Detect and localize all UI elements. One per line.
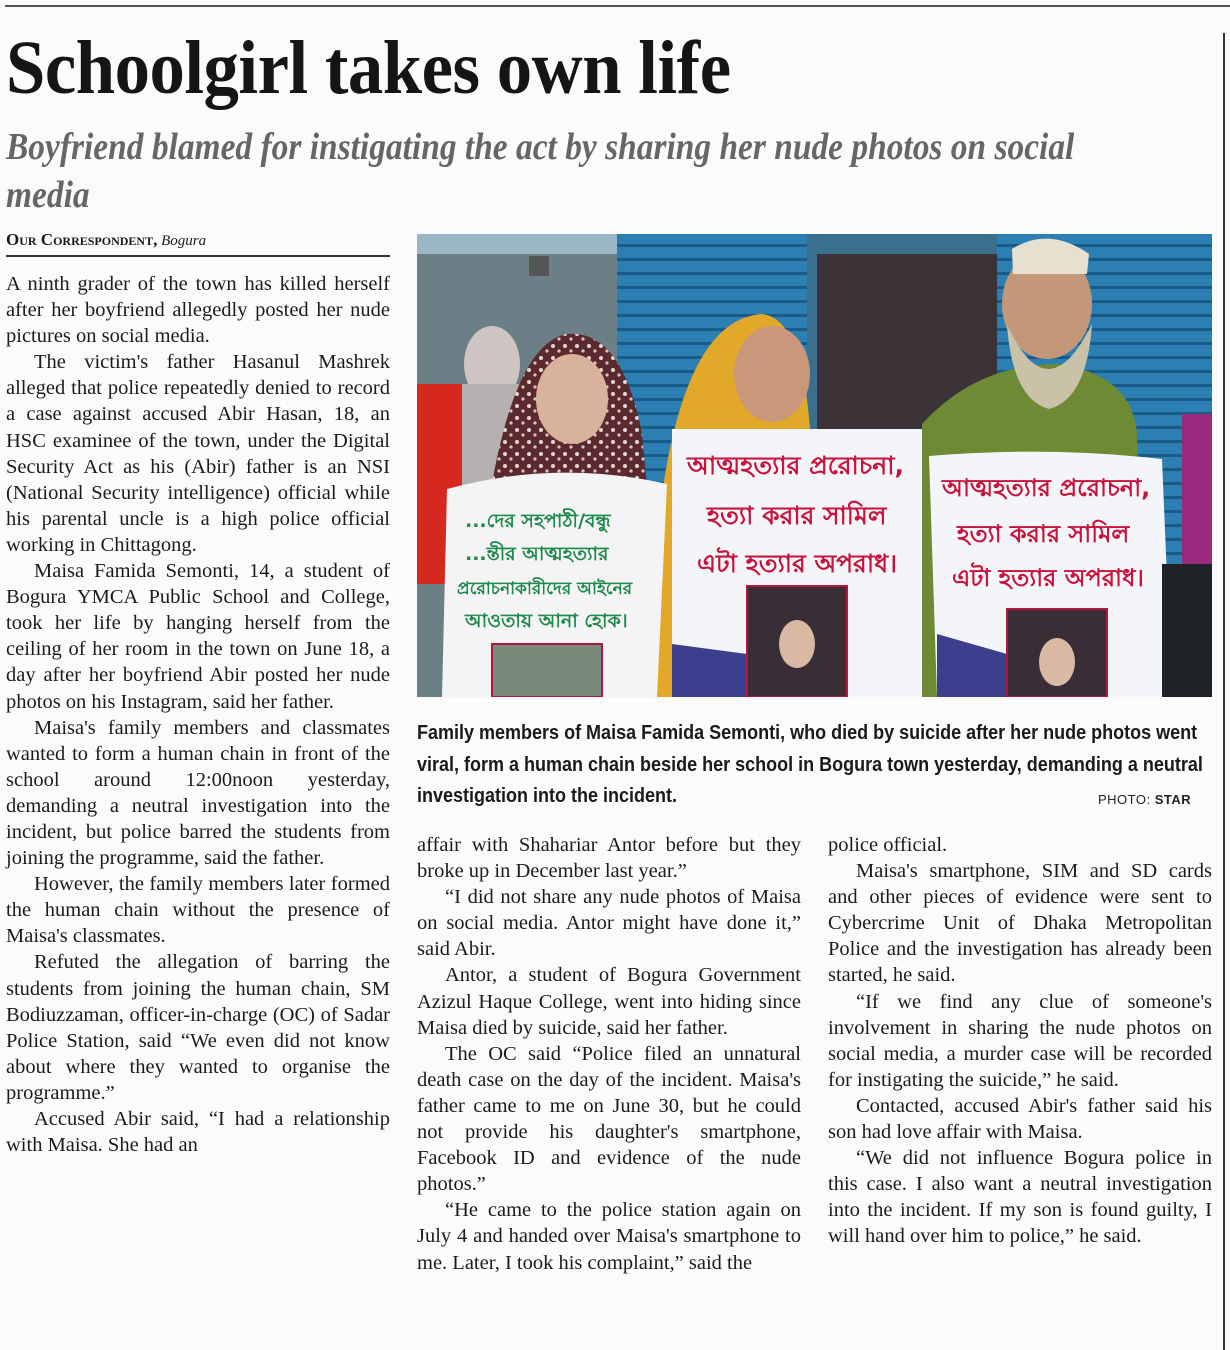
placard-3-line-3: এটা হত্যার অপরাধ। (952, 564, 1145, 592)
byline (6, 230, 206, 250)
placard-3-line-1: আত্মহত্যার প্ররোচনা, (942, 474, 1151, 502)
paragraph: Maisa Famida Semonti, 14, a student of Bogura YMCA Public School and College, took her life by hanging herself from the ceiling of her room in the town on June 18, a day after her boyfriend Abir posted her nude photos on his Instagram, said her father. (6, 560, 390, 713)
byline-separator: , (153, 230, 158, 249)
article-column-1 (6, 271, 390, 1158)
placard-1-line-2: ...ন্তীর আত্মহত্যার (465, 543, 609, 565)
paragraph: Refuted the allegation of barring the students from joining the human chain, SM Bodiuzzaman, officer-in-charge (OC) of Sadar Police Station, said “We even did not know about where they wanted to organise the programme.” (6, 951, 390, 1104)
paragraph: The victim's father Hasanul Mashrek alleged that police repeatedly denied to record a case against accused Abir Hasan, 18, an HSC examinee of the town, under the Digital Security Act as his (Abir) father is an NSI (National Security intelligence) official while his parental uncle is a high police official working in Chittagong. (6, 351, 390, 556)
paragraph: The OC said “Police filed an unnatural death case on the day of the incident. Maisa's father came to me on June 30, but he could not provide his daughter's smartphone, Facebook ID and evidence of the nude photos.” (417, 1042, 801, 1196)
paragraph: “I did not share any nude photos of Maisa on social media. Antor might have done it,” said Abir. (417, 886, 801, 961)
paragraph: Antor, a student of Bogura Government Azizul Haque College, went into hiding since Maisa died by suicide, said her father. (417, 964, 801, 1039)
placard-1-line-3: প্ররোচনাকারীদের আইনের (457, 579, 633, 599)
photo-caption: Family members of Maisa Famida Semonti, who died by suicide after her nude photos went viral, form a human chain beside her school in Bogura town yesterday, demanding a neutral investigation into the incident. (417, 722, 1203, 807)
photo-credit (1098, 792, 1191, 807)
placard-2-line-1: আত্মহত্যার প্ররোচনা, (687, 451, 904, 480)
photo-credit-label: PHOTO: (1098, 792, 1151, 807)
right-column-rule (1223, 33, 1225, 1350)
article-column-2 (417, 832, 801, 1276)
placard-2-line-2: হত্যা করার সামিল (707, 501, 887, 530)
paragraph: “We did not influence Bogura police in this case. I also want a neutral investigation into the incident. If my son is found guilty, I will hand over him to police,” he said. (828, 1147, 1212, 1248)
article-column-3 (828, 832, 1212, 1250)
paragraph: “He came to the police station again on July 4 and handed over Maisa's smartphone to me. Later, I took his complaint,” said the (417, 1199, 801, 1274)
protest-photo-illustration (417, 234, 1212, 697)
news-photo (417, 234, 1212, 697)
paragraph: “If we find any clue of someone's involvement in sharing the nude photos on social media, a murder case will be recorded for instigating the suicide,” he said. (828, 990, 1212, 1091)
byline-role: Our Correspondent (6, 230, 154, 249)
photo-credit-source: STAR (1154, 792, 1192, 807)
paragraph: Maisa's smartphone, SIM and SD cards and other pieces of evidence were sent to Cybercrime Unit of Dhaka Metropolitan Police and the investigation has already been started, he said. (828, 860, 1212, 987)
headline: Schoolgirl takes own life (6, 26, 731, 110)
paragraph: police official. (828, 834, 948, 856)
subheadline: Boyfriend blamed for instigating the act by sharing her nude photos on social media (6, 126, 1075, 216)
placard-2-line-3: এটা হত্যার অপরাধ। (697, 549, 898, 578)
byline-location: Bogura (161, 233, 207, 249)
top-rule (5, 5, 1230, 7)
paragraph: affair with Shahariar Antor before but they broke up in December last year.” (417, 834, 801, 883)
byline-rule (6, 255, 390, 257)
placard-1-line-4: আওতায় আনা হোক। (465, 610, 628, 632)
placard-3-line-2: হত্যা করার সামিল (957, 520, 1130, 548)
paragraph: Contacted, accused Abir's father said his son had love affair with Maisa. (828, 1094, 1212, 1144)
paragraph: However, the family members later formed the human chain without the presence of Maisa's classmates. (6, 873, 390, 948)
paragraph: A ninth grader of the town has killed herself after her boyfriend allegedly posted her nude pictures on social media. (6, 273, 390, 348)
placard-1-line-1: ...দের সহপাঠী/বন্ধু (465, 510, 611, 532)
paragraph: Accused Abir said, “I had a relationship with Maisa. She had an (6, 1108, 390, 1157)
paragraph: Maisa's family members and classmates wanted to form a human chain in front of the school around 12:00noon yesterday, demanding a neutral investigation into the incident, but police barred the students from joining the programme, said the father. (6, 716, 390, 870)
